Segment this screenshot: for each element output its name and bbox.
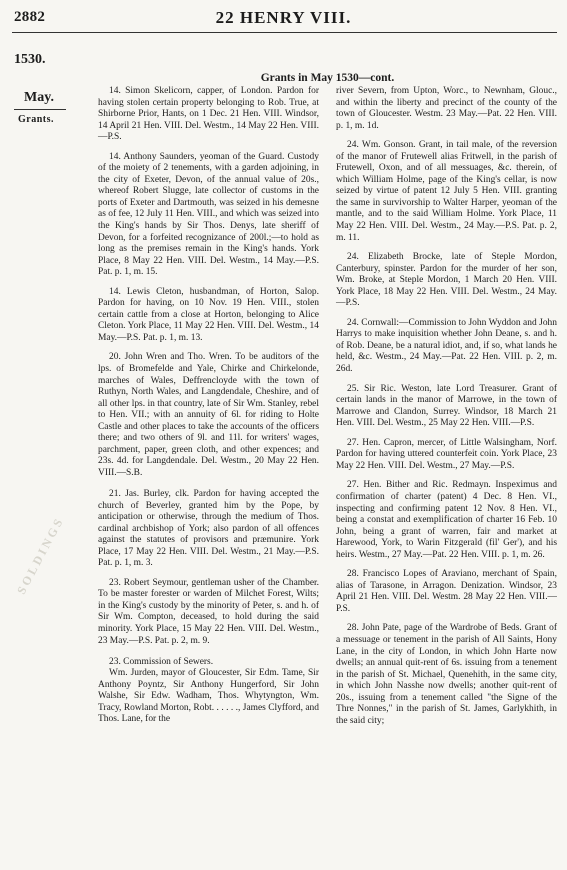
- margin-year: 1530.: [14, 52, 46, 67]
- grant-entry: 28. Francisco Lopes of Araviano, merchant of Spain, alias of Tarasone, in Arragon. Denization. Windsor, 23 April 21 Hen. VIII. Del. Westm. 28 May 22 Hen. VIII.—P.S.: [336, 569, 557, 614]
- grant-entry: 14. Simon Skelicorn, capper, of London. Pardon for having stolen certain property belonging to Rob. True, at Shirborne Prior, Hants, on 1 Dec. 21 Hen. VIII. Windsor, 14 April 21 Hen. VIII. Del. Westm., 14 May 22 Hen. VIII.—P.S.: [98, 86, 319, 143]
- grant-entry: 23. Commission of Sewers.: [109, 656, 214, 667]
- header-rule: [12, 32, 557, 33]
- grant-entry: 24. Elizabeth Brocke, late of Steple Mordon, Canterbury, spinster. Pardon for the murder of her son, Wm. Broke, at Steple Mordon, 1 March 20 Hen. VIII. York Place, 18 May 22 Hen. VIII. Del. Westm., 24 May.—P.S.: [336, 252, 557, 309]
- grant-entry: 28. John Pate, page of the Wardrobe of Beds. Grant of a messuage or tenement in the parish of All Saints, Hony Lane, in the city of London, in which John Harte now dwells; an annual quit-rent of 6s. issuing from a tenement in the parish of St. Michael, Quenehith, in the same city, in which John Nasshe now dwells; another quit-rent of 20s., issuing from a tenement called "the Signe of the Thre Nonnes," in the parish of St. James, Garlykhith, in the said city;: [336, 623, 557, 726]
- grant-entry: 14. Lewis Cleton, husbandman, of Horton, Salop. Pardon for having, on 10 Nov. 19 Hen. VIII., stolen certain cattle from a close at Horton, belonging to Alice Cleton. York Place, 11 May 22 Hen. VIII. Del. Westm., 14 May.—P.S. Pat. p. 1, m. 13.: [98, 286, 319, 343]
- grant-entry: 14. Anthony Saunders, yeoman of the Guard. Custody of the moiety of 2 tenements, with a garden adjoining, in the city of Exeter, Devon, of the annual value of 20s., whereof Robert Slugge, late collector of customs in the ports of Exeter and Dartmouth, was seized in his demesne as of fee, 12 July 11 Hen. VIII., and which was seized into the King's hands by Sir Thos. Denys, late sheriff of Devon, for a forfeited recognizance of 200l.;—to hold as long as the premises remain in the King's hands. York Place, 8 May 22 Hen. VIII. Del. Westm., 14 May.—P.S. Pat. p. 1, m. 15.: [98, 151, 319, 278]
- grant-entry: 21. Jas. Burley, clk. Pardon for having accepted the church of Beverley, granted him by the Pope, by anticipation or otherwise, through the medium of Thos. cardinal archbishop of York; also pardon of all offences against the statutes of provisors and præmunire. York Place, 17 May 22 Hen. VIII. Del. Westm., 21 May.—P.S. Pat. p. 1, m. 3.: [98, 489, 319, 569]
- grant-entry: river Severn, from Upton, Worc., to Newnham, Glouc., and within the liberty and precinct of the county of the town of Gloucester. Westm. 23 May.—Pat. 22 Hen. VIII. p. 1, m. 1d.: [336, 86, 557, 131]
- margin-divider: [14, 109, 66, 110]
- left-text-column: [98, 86, 319, 726]
- grant-entry: 20. John Wren and Tho. Wren. To be auditors of the lps. of Bromefelde and Yale, Chirke and Chirkelonde, marches of Wales, Deffrencloyde with the town of Ruthyn, North Wales, and Langdendale, Cheshire, and of all other lps. in that country, late of Sir Wm. Stanley, rebel to Hen. VII.; with an annuity of 6l. for riding to Holte Castle and other places to take the accounts of the officers there; and two others of 9l. and 11l. for writers' wages, parchment, paper, green cloth, and other expences; and 23s. 4d. for Langdendale. Del. Westm., 20 May 22 Hen. VIII.—S.B.: [98, 352, 319, 478]
- grant-entry: Wm. Jurden, mayor of Gloucester, Sir Edm. Tame, Sir Anthony Poyntz, Sir Anthony Hungerford, Sir John Walshe, Sir Edw. Wadham, Thos. Whytyngton, Wm. Tracy, Rowland Morton, Robt. . . . . ., James Clyfford, and Thos. Lane, for the: [98, 668, 319, 725]
- library-watermark: SOLDINGS: [14, 514, 67, 597]
- margin-month: May.: [24, 90, 54, 105]
- grant-entry: 27. Hen. Capron, mercer, of Little Walsingham, Norf. Pardon for having uttered counterfeit coin. York Place, 23 May 22 Hen. VIII. Del. Westm., 27 May.—P.S.: [336, 437, 557, 471]
- margin-section-label: Grants.: [18, 114, 54, 125]
- right-text-column: [336, 86, 557, 727]
- grant-entry: 24. Wm. Gonson. Grant, in tail male, of the reversion of the manor of Frutewell alias Fritwell, in the parish of Frutewell, Oxon, and of all messuages, &c. therein, of which William Holme, page of the King's cellar, is now seized by virtue of patent 12 July 5 Hen. VIII. granting the same in survivorship to Walter Harper, yeoman of the mantle, and to the said William Holme. York Place, 11 May 22 Hen. VIII. Del. Westm., 24 May.—P.S. Pat. p. 2, m. 11.: [336, 140, 557, 243]
- grant-entry: 23. Robert Seymour, gentleman usher of the Chamber. To be master forester or warden of Milchet Forest, Wilts; in the King's custody by the minority of Peter, s. and h. of Sir Wm. Compton, deceased, to hold during the said minority. York Place, 15 May 22 Hen. VIII. Del. Westm., 23 May.—P.S. Pat. p. 2, m. 9.: [98, 577, 319, 646]
- grant-entry: 24. Cornwall:—Commission to John Wyddon and John Harrys to make inquisition whether John Deane, s. and h. of Rob. Deane, be a natural idiot, and, if so, what lands he held, &c. Westm., 24 May.—Pat. 22 Hen. VIII. p. 2, m. 26d.: [336, 317, 557, 375]
- grant-entry: 27. Hen. Bither and Ric. Redmayn. Inspeximus and confirmation of charter (patent) 4 Dec. 8 Hen. VI., inspecting and confirming patent 12 Nov. 8 Hen. VI., being a constat and exemplification of charter 16 Feb. 10 John, being a grant of warren, fair and market at Harewood, York, to Warin Fitzgerald (fil' Ger'), and his heirs. Westm., 27 May.—Pat. 22 Hen. VIII. p. 1, m. 26.: [336, 480, 557, 560]
- section-heading: Grants in May 1530—cont.: [260, 72, 395, 84]
- page-number: 2882: [14, 9, 46, 25]
- grant-entry: 25. Sir Ric. Weston, late Lord Treasurer. Grant of certain lands in the manor of Marrowe, in the town of Marrowe and Clandon, Surrey. Windsor, 18 March 21 Hen. VIII. Del. Westm., 25 May 22 Hen. VIII.—P.S.: [336, 383, 557, 429]
- running-title: 22 HENRY VIII.: [215, 8, 352, 27]
